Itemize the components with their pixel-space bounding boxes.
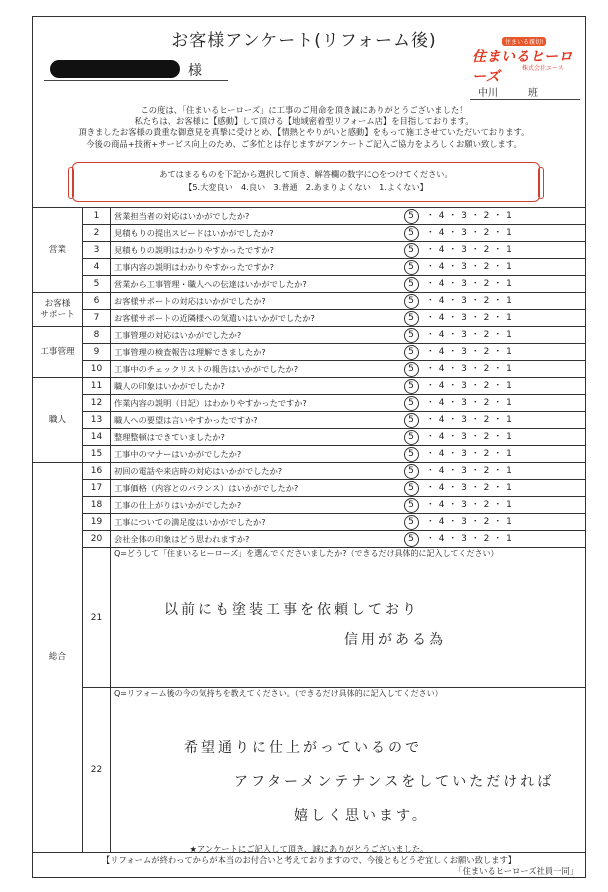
question-number: 22	[83, 688, 111, 853]
handwritten-answer: 以前にも塗装工事を依頼しており	[164, 602, 419, 618]
question-row	[33, 480, 586, 497]
rating-values[interactable]: ・ 4 ・ 3 ・ 2 ・ 1	[422, 262, 513, 272]
rating-selected-circle[interactable]: 5	[404, 464, 419, 479]
question-row	[33, 531, 586, 548]
rating-options[interactable]	[401, 412, 586, 429]
rating-selected-circle[interactable]: 5	[404, 532, 419, 547]
rating-options[interactable]	[401, 344, 586, 361]
question-row	[33, 225, 586, 242]
rating-selected-circle[interactable]: 5	[404, 311, 419, 326]
rating-options[interactable]	[401, 514, 586, 531]
question-text: 営業から工事管理・職人への伝達はいかがでしたか?	[111, 276, 401, 293]
rating-values[interactable]: ・ 4 ・ 3 ・ 2 ・ 1	[422, 228, 513, 238]
handwritten-answer: アフターメンテナンスをしていただければ	[234, 774, 555, 790]
free-question-row	[33, 688, 586, 853]
rating-selected-circle[interactable]: 5	[404, 379, 419, 394]
rating-selected-circle[interactable]: 5	[404, 209, 419, 224]
question-number: 19	[83, 514, 111, 531]
rating-values[interactable]: ・ 4 ・ 3 ・ 2 ・ 1	[422, 296, 513, 306]
question-text: 初回の電話や来店時の対応はいかがでしたか?	[111, 463, 401, 480]
rating-selected-circle[interactable]: 5	[404, 277, 419, 292]
question-row	[33, 463, 586, 480]
question-number: 18	[83, 497, 111, 514]
question-row	[33, 497, 586, 514]
rating-options[interactable]	[401, 531, 586, 548]
rating-values[interactable]: ・ 4 ・ 3 ・ 2 ・ 1	[422, 500, 513, 510]
free-answer-area[interactable]	[111, 548, 586, 688]
question-text: 工事内容の説明はわかりやすかったですか?	[111, 259, 401, 276]
rating-selected-circle[interactable]: 5	[404, 481, 419, 496]
question-number: 16	[83, 463, 111, 480]
rating-options[interactable]	[401, 446, 586, 463]
question-number: 11	[83, 378, 111, 395]
category-support	[33, 293, 83, 327]
question-number: 10	[83, 361, 111, 378]
category-sales: 営業	[33, 208, 83, 293]
rating-values[interactable]: ・ 4 ・ 3 ・ 2 ・ 1	[422, 483, 513, 493]
free-question-row	[33, 548, 586, 688]
rating-legend: 【5.大変良い 4.良い 3.普通 2.あまりよくない 1.よくない】	[184, 182, 428, 192]
handwritten-answer: 希望通りに仕上がっているので	[184, 740, 422, 756]
team-underline	[470, 99, 580, 100]
category-construction: 工事管理	[33, 327, 83, 378]
rating-options[interactable]	[401, 242, 586, 259]
rating-values[interactable]: ・ 4 ・ 3 ・ 2 ・ 1	[422, 517, 513, 527]
question-number: 9	[83, 344, 111, 361]
question-row	[33, 412, 586, 429]
question-text: 会社全体の印象はどう思われますか?	[111, 531, 401, 548]
rating-selected-circle[interactable]: 5	[404, 498, 419, 513]
question-number: 15	[83, 446, 111, 463]
rating-values[interactable]: ・ 4 ・ 3 ・ 2 ・ 1	[422, 534, 513, 544]
question-text: 工事管理の検査報告は理解できましたか?	[111, 344, 401, 361]
rating-options[interactable]	[401, 259, 586, 276]
rating-values[interactable]: ・ 4 ・ 3 ・ 2 ・ 1	[422, 398, 513, 408]
question-row	[33, 310, 586, 327]
question-text: 工事管理の対応はいかがでしたか?	[111, 327, 401, 344]
question-text: 見積もりの提出スピードはいかがでしたか?	[111, 225, 401, 242]
question-row	[33, 293, 586, 310]
rating-options[interactable]	[401, 293, 586, 310]
rating-values[interactable]: ・ 4 ・ 3 ・ 2 ・ 1	[422, 279, 513, 289]
question-text: 工事中のマナーはいかがでしたか?	[111, 446, 401, 463]
free-question-text: Q=リフォーム後の今の気持ちを教えてください。（できるだけ具体的に記入してください）	[114, 689, 443, 698]
category-label: サポート	[40, 309, 75, 320]
question-text: 整理整頓はできていましたか?	[111, 429, 401, 446]
intro-line: 私たちは、お客様に【感動】して頂ける【地域密着型リフォーム店】を目指しております。	[134, 116, 474, 127]
rating-options[interactable]	[401, 225, 586, 242]
intro-text	[0, 105, 608, 150]
rating-options[interactable]	[401, 480, 586, 497]
footer-thanks: ★アンケートにご記入して頂き、誠にありがとうございました。	[189, 844, 429, 854]
question-row	[33, 259, 586, 276]
footer	[32, 844, 586, 877]
rating-options[interactable]	[401, 208, 586, 225]
rating-selected-circle[interactable]: 5	[404, 396, 419, 411]
rating-selected-circle[interactable]: 5	[404, 243, 419, 258]
question-row	[33, 378, 586, 395]
question-row	[33, 242, 586, 259]
question-row	[33, 429, 586, 446]
rating-selected-circle[interactable]: 5	[404, 515, 419, 530]
customer-honorific: 様	[188, 63, 202, 79]
rating-values[interactable]: ・ 4 ・ 3 ・ 2 ・ 1	[422, 245, 513, 255]
rating-options[interactable]	[401, 327, 586, 344]
rating-options[interactable]	[401, 429, 586, 446]
rating-options[interactable]	[401, 463, 586, 480]
handwritten-answer: 嬉しく思います。	[294, 808, 429, 824]
rating-values[interactable]: ・ 4 ・ 3 ・ 2 ・ 1	[422, 449, 513, 459]
question-text: 工事中のチェックリストの報告はいかがでしたか?	[111, 361, 401, 378]
question-text: お客様サポートの対応はいかがでしたか?	[111, 293, 401, 310]
question-number: 1	[83, 208, 111, 225]
rating-values[interactable]: ・ 4 ・ 3 ・ 2 ・ 1	[422, 381, 513, 391]
question-text: お客様サポートの近隣様への気遣いはいかがでしたか?	[111, 310, 401, 327]
rating-options[interactable]	[401, 276, 586, 293]
question-row	[33, 514, 586, 531]
question-number: 8	[83, 327, 111, 344]
free-answer-area[interactable]	[111, 688, 586, 853]
question-text: 作業内容の説明（日記）はわかりやすかったですか?	[111, 395, 401, 412]
intro-line: 今後の商品+技術+サービス向上のため、ご多忙とは存じますがアンケートご記入ご協力をよろしくお願い致します。	[86, 138, 522, 149]
question-number: 3	[83, 242, 111, 259]
question-number: 2	[83, 225, 111, 242]
logo-tagline: 住まいる親切!	[502, 37, 546, 46]
rating-values[interactable]: ・ 4 ・ 3 ・ 2 ・ 1	[422, 347, 513, 357]
rating-options[interactable]	[401, 378, 586, 395]
question-number: 13	[83, 412, 111, 429]
question-text: 職人の印象はいかがでしたか?	[111, 378, 401, 395]
rating-values[interactable]: ・ 4 ・ 3 ・ 2 ・ 1	[422, 330, 513, 340]
team-name: 中川 班	[478, 88, 538, 99]
question-text: 職人への要望は言いやすかったですか?	[111, 412, 401, 429]
rating-selected-circle[interactable]: 5	[404, 362, 419, 377]
question-row	[33, 361, 586, 378]
category-label: お客様	[44, 298, 71, 309]
rating-selected-circle[interactable]: 5	[404, 328, 419, 343]
instructions-line: あてはまるものを下記から選択して頂き、解答欄の数字に○をつけてください。	[159, 169, 453, 179]
question-row	[33, 327, 586, 344]
customer-underline	[44, 80, 228, 81]
free-question-text: Q=どうして「住まいるヒーローズ」を選んでくださいましたか?（できるだけ具体的に記入してください）	[114, 549, 499, 558]
question-row	[33, 276, 586, 293]
question-number: 21	[83, 548, 111, 688]
rating-options[interactable]	[401, 497, 586, 514]
question-number: 6	[83, 293, 111, 310]
question-number: 4	[83, 259, 111, 276]
rating-selected-circle[interactable]: 5	[404, 447, 419, 462]
logo-company: 株式会社エース	[522, 65, 564, 72]
rating-values[interactable]: ・ 4 ・ 3 ・ 2 ・ 1	[422, 466, 513, 476]
question-text: 営業担当者の対応はいかがでしたか?	[111, 208, 401, 225]
instructions-box	[72, 162, 540, 202]
question-text: 見積もりの説明はわかりやすかったですか?	[111, 242, 401, 259]
redacted-customer-name	[50, 60, 180, 78]
rating-values[interactable]: ・ 4 ・ 3 ・ 2 ・ 1	[422, 211, 513, 221]
question-row	[33, 208, 586, 225]
rating-values[interactable]: ・ 4 ・ 3 ・ 2 ・ 1	[422, 432, 513, 442]
question-row	[33, 446, 586, 463]
question-number: 17	[83, 480, 111, 497]
rating-selected-circle[interactable]: 5	[404, 260, 419, 275]
rating-selected-circle[interactable]: 5	[404, 294, 419, 309]
question-row	[33, 395, 586, 412]
question-number: 20	[83, 531, 111, 548]
rating-options[interactable]	[401, 310, 586, 327]
question-row	[33, 344, 586, 361]
category-craftsmen: 職人	[33, 378, 83, 463]
rating-options[interactable]	[401, 395, 586, 412]
question-number: 7	[83, 310, 111, 327]
logo-name: 住まいるヒーローズ	[472, 49, 573, 85]
rating-values[interactable]: ・ 4 ・ 3 ・ 2 ・ 1	[422, 313, 513, 323]
rating-selected-circle[interactable]: 5	[404, 430, 419, 445]
intro-line: 頂きましたお客様の貴重な御意見を真摯に受けとめ、【情熱とやりがいと感動】をもって施工させていただいております。	[78, 127, 530, 138]
rating-selected-circle[interactable]: 5	[404, 413, 419, 428]
page-title: お客様アンケート(リフォーム後)	[171, 31, 437, 51]
footer-message: 【リフォームが終わってからが本当のお付合いと考えておりますので、今後ともどうぞ宜しくお願い致します】	[101, 855, 517, 865]
rating-values[interactable]: ・ 4 ・ 3 ・ 2 ・ 1	[422, 415, 513, 425]
rating-selected-circle[interactable]: 5	[404, 226, 419, 241]
rating-options[interactable]	[401, 361, 586, 378]
question-text: 工事価格（内容とのバランス）はいかがでしたか?	[111, 480, 401, 497]
footer-signature: 「住まいるヒーローズ社員一同」	[454, 866, 578, 876]
company-logo	[470, 39, 578, 85]
question-number: 5	[83, 276, 111, 293]
intro-line: この度は、「住まいるヒーローズ」に工事のご用命を頂き誠にありがとうございました！	[140, 105, 468, 115]
question-text: 工事についての満足度はいかがでしたか?	[111, 514, 401, 531]
question-text: 工事の仕上がりはいかがでしたか?	[111, 497, 401, 514]
survey-table	[32, 207, 586, 853]
question-number: 12	[83, 395, 111, 412]
category-overall: 総合	[33, 463, 83, 853]
handwritten-answer: 信用がある為	[344, 632, 446, 648]
rating-selected-circle[interactable]: 5	[404, 345, 419, 360]
question-number: 14	[83, 429, 111, 446]
rating-values[interactable]: ・ 4 ・ 3 ・ 2 ・ 1	[422, 364, 513, 374]
